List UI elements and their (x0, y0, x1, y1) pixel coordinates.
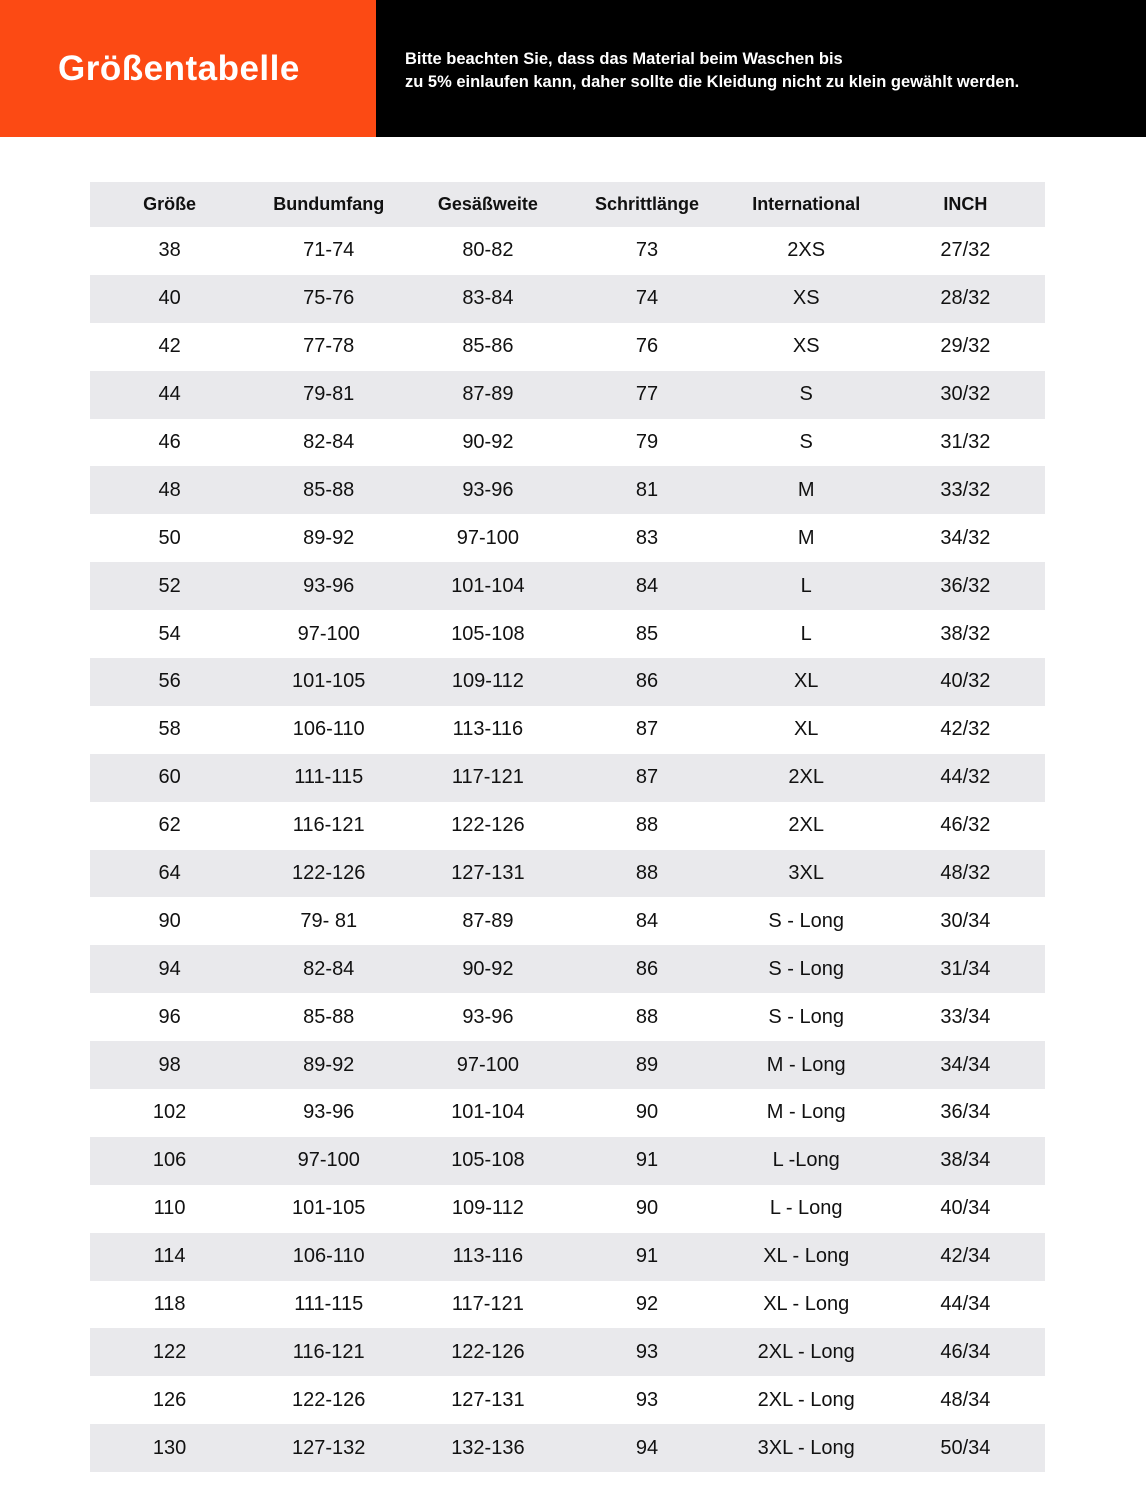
table-cell: 117-121 (408, 754, 567, 802)
table-row (90, 227, 1045, 275)
table-cell: S - Long (727, 897, 886, 945)
column-header: Größe (90, 182, 249, 227)
table-row (90, 419, 1045, 467)
title-box (0, 0, 376, 137)
table-row (90, 658, 1045, 706)
table-row (90, 1233, 1045, 1281)
table-cell: 44/32 (886, 754, 1045, 802)
table-cell: 76 (567, 323, 726, 371)
table-cell: 82-84 (249, 945, 408, 993)
table-row (90, 1376, 1045, 1424)
table-cell: 93-96 (408, 466, 567, 514)
table-cell: 101-105 (249, 658, 408, 706)
table-body (90, 227, 1045, 1472)
table-cell: 75-76 (249, 275, 408, 323)
table-cell: 85 (567, 610, 726, 658)
table-cell: 62 (90, 802, 249, 850)
table-cell: S - Long (727, 993, 886, 1041)
table-cell: 127-131 (408, 1376, 567, 1424)
table-cell: 91 (567, 1137, 726, 1185)
table-cell: 106 (90, 1137, 249, 1185)
table-cell: 122-126 (408, 802, 567, 850)
note-box (376, 0, 1146, 137)
table-cell: 101-104 (408, 1089, 567, 1137)
table-cell: 93-96 (249, 562, 408, 610)
table-cell: 56 (90, 658, 249, 706)
table-cell: 58 (90, 706, 249, 754)
table-cell: 93 (567, 1328, 726, 1376)
table-cell: 87-89 (408, 897, 567, 945)
table-row (90, 1281, 1045, 1329)
table-cell: 91 (567, 1233, 726, 1281)
column-header: Bundumfang (249, 182, 408, 227)
table-cell: 111-115 (249, 1281, 408, 1329)
table-cell: 77-78 (249, 323, 408, 371)
size-table (90, 182, 1045, 1472)
table-cell: 88 (567, 850, 726, 898)
table-row (90, 754, 1045, 802)
table-row (90, 371, 1045, 419)
table-cell: 40/32 (886, 658, 1045, 706)
table-cell: 31/32 (886, 419, 1045, 467)
table-cell: 86 (567, 658, 726, 706)
table-cell: 90 (567, 1185, 726, 1233)
table-cell: 122-126 (408, 1328, 567, 1376)
table-cell: 88 (567, 993, 726, 1041)
table-cell: 42 (90, 323, 249, 371)
table-cell: 101-104 (408, 562, 567, 610)
table-cell: 64 (90, 850, 249, 898)
column-header: International (727, 182, 886, 227)
table-cell: 122-126 (249, 850, 408, 898)
table-cell: 113-116 (408, 1233, 567, 1281)
table-cell: 34/32 (886, 514, 1045, 562)
table-cell: 118 (90, 1281, 249, 1329)
table-cell: 105-108 (408, 610, 567, 658)
table-cell: 82-84 (249, 419, 408, 467)
table-cell: 73 (567, 227, 726, 275)
table-cell: 50/34 (886, 1424, 1045, 1472)
header-banner (0, 0, 1146, 137)
table-cell: 80-82 (408, 227, 567, 275)
table-cell: 90-92 (408, 945, 567, 993)
table-cell: 33/32 (886, 466, 1045, 514)
table-cell: 38 (90, 227, 249, 275)
table-cell: 60 (90, 754, 249, 802)
table-cell: XL - Long (727, 1281, 886, 1329)
table-cell: 96 (90, 993, 249, 1041)
table-row (90, 323, 1045, 371)
table-cell: 126 (90, 1376, 249, 1424)
column-header: Schrittlänge (567, 182, 726, 227)
table-cell: 122 (90, 1328, 249, 1376)
table-cell: 50 (90, 514, 249, 562)
table-cell: 109-112 (408, 1185, 567, 1233)
table-cell: 2XS (727, 227, 886, 275)
table-cell: 79-81 (249, 371, 408, 419)
table-row (90, 1137, 1045, 1185)
table-cell: S (727, 371, 886, 419)
table-cell: 90 (90, 897, 249, 945)
table-cell: 42/32 (886, 706, 1045, 754)
table-row (90, 1185, 1045, 1233)
table-cell: L (727, 610, 886, 658)
table-cell: 79- 81 (249, 897, 408, 945)
table-cell: 29/32 (886, 323, 1045, 371)
table-cell: 90 (567, 1089, 726, 1137)
table-row (90, 1089, 1045, 1137)
table-cell: 97-100 (408, 1041, 567, 1089)
table-cell: 30/34 (886, 897, 1045, 945)
column-header: Gesäßweite (408, 182, 567, 227)
table-cell: 85-88 (249, 993, 408, 1041)
table-cell: 127-131 (408, 850, 567, 898)
table-cell: 130 (90, 1424, 249, 1472)
table-cell: 117-121 (408, 1281, 567, 1329)
table-cell: 40/34 (886, 1185, 1045, 1233)
table-row (90, 897, 1045, 945)
table-cell: L - Long (727, 1185, 886, 1233)
table-cell: 46/32 (886, 802, 1045, 850)
table-cell: 2XL - Long (727, 1328, 886, 1376)
table-cell: 86 (567, 945, 726, 993)
table-cell: 44/34 (886, 1281, 1045, 1329)
table-cell: 48/32 (886, 850, 1045, 898)
table-cell: 87 (567, 754, 726, 802)
table-cell: 83 (567, 514, 726, 562)
table-cell: 101-105 (249, 1185, 408, 1233)
table-row (90, 1041, 1045, 1089)
table-cell: 38/34 (886, 1137, 1045, 1185)
table-row (90, 562, 1045, 610)
table-cell: 102 (90, 1089, 249, 1137)
table-cell: 2XL (727, 754, 886, 802)
table-cell: M (727, 514, 886, 562)
table-cell: 38/32 (886, 610, 1045, 658)
table-cell: 93-96 (249, 1089, 408, 1137)
table-cell: 46/34 (886, 1328, 1045, 1376)
table-cell: 34/34 (886, 1041, 1045, 1089)
table-cell: 79 (567, 419, 726, 467)
table-cell: 110 (90, 1185, 249, 1233)
table-cell: 116-121 (249, 802, 408, 850)
table-row (90, 802, 1045, 850)
table-cell: 122-126 (249, 1376, 408, 1424)
table-row (90, 945, 1045, 993)
table-cell: S (727, 419, 886, 467)
table-cell: 52 (90, 562, 249, 610)
washing-note: Bitte beachten Sie, dass das Material beim Waschen bis zu 5% einlaufen kann, daher sollte die Kleidung nicht zu klein gewählt werden. (405, 50, 1020, 91)
table-cell: 40 (90, 275, 249, 323)
table-row (90, 466, 1045, 514)
table-cell: 36/34 (886, 1089, 1045, 1137)
table-cell: 90-92 (408, 419, 567, 467)
table-header-row (90, 182, 1045, 227)
table-cell: 36/32 (886, 562, 1045, 610)
table-cell: 109-112 (408, 658, 567, 706)
table-cell: 28/32 (886, 275, 1045, 323)
table-cell: 33/34 (886, 993, 1045, 1041)
table-cell: 2XL - Long (727, 1376, 886, 1424)
table-cell: XS (727, 275, 886, 323)
table-cell: 87-89 (408, 371, 567, 419)
table-cell: 106-110 (249, 1233, 408, 1281)
page-title: Größentabelle (58, 48, 300, 88)
table-cell: 94 (90, 945, 249, 993)
table-cell: 97-100 (249, 610, 408, 658)
table-cell: 48/34 (886, 1376, 1045, 1424)
table-cell: 48 (90, 466, 249, 514)
table-cell: 44 (90, 371, 249, 419)
table-cell: 93 (567, 1376, 726, 1424)
table-row (90, 706, 1045, 754)
table-cell: M (727, 466, 886, 514)
table-row (90, 993, 1045, 1041)
table-cell: 42/34 (886, 1233, 1045, 1281)
table-cell: L -Long (727, 1137, 886, 1185)
table-cell: 84 (567, 562, 726, 610)
table-cell: 84 (567, 897, 726, 945)
table-cell: 114 (90, 1233, 249, 1281)
table-cell: 71-74 (249, 227, 408, 275)
table-row (90, 514, 1045, 562)
table-cell: 132-136 (408, 1424, 567, 1472)
table-cell: 27/32 (886, 227, 1045, 275)
table-cell: 54 (90, 610, 249, 658)
table-cell: 98 (90, 1041, 249, 1089)
table-cell: 106-110 (249, 706, 408, 754)
table-row (90, 850, 1045, 898)
table-cell: 46 (90, 419, 249, 467)
table-cell: 97-100 (408, 514, 567, 562)
table-cell: XS (727, 323, 886, 371)
table-cell: XL (727, 706, 886, 754)
table-cell: 116-121 (249, 1328, 408, 1376)
table-cell: 92 (567, 1281, 726, 1329)
table-cell: 74 (567, 275, 726, 323)
table-cell: 94 (567, 1424, 726, 1472)
table-row (90, 275, 1045, 323)
table-cell: 127-132 (249, 1424, 408, 1472)
table-cell: 105-108 (408, 1137, 567, 1185)
table-cell: 83-84 (408, 275, 567, 323)
table-cell: S - Long (727, 945, 886, 993)
table-cell: 89 (567, 1041, 726, 1089)
table-cell: M - Long (727, 1089, 886, 1137)
table-cell: 77 (567, 371, 726, 419)
table-cell: XL (727, 658, 886, 706)
table-row (90, 1328, 1045, 1376)
table-cell: 2XL (727, 802, 886, 850)
table-cell: 31/34 (886, 945, 1045, 993)
column-header: INCH (886, 182, 1045, 227)
table-cell: 89-92 (249, 514, 408, 562)
table-cell: 97-100 (249, 1137, 408, 1185)
table-cell: 111-115 (249, 754, 408, 802)
table-row (90, 1424, 1045, 1472)
table-cell: 3XL - Long (727, 1424, 886, 1472)
table-cell: 3XL (727, 850, 886, 898)
table-cell: 113-116 (408, 706, 567, 754)
table-cell: 85-88 (249, 466, 408, 514)
table-cell: M - Long (727, 1041, 886, 1089)
table-row (90, 610, 1045, 658)
table-cell: 93-96 (408, 993, 567, 1041)
table-cell: 81 (567, 466, 726, 514)
table-cell: L (727, 562, 886, 610)
table-cell: 85-86 (408, 323, 567, 371)
table-cell: XL - Long (727, 1233, 886, 1281)
table-cell: 30/32 (886, 371, 1045, 419)
table-cell: 88 (567, 802, 726, 850)
table-cell: 87 (567, 706, 726, 754)
table-cell: 89-92 (249, 1041, 408, 1089)
